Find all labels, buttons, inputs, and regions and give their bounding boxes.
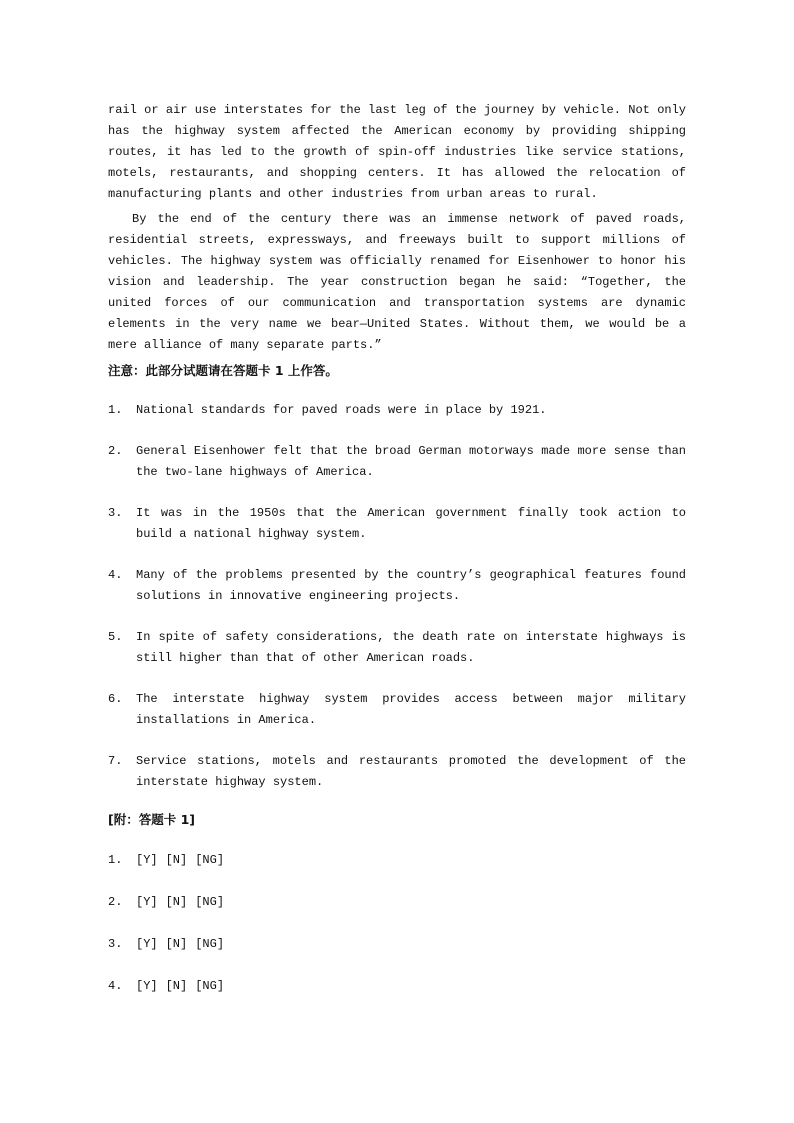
question-item (108, 400, 686, 421)
question-number: 5. (108, 630, 123, 644)
answer-row (108, 976, 686, 997)
question-item (108, 503, 686, 545)
answer-row (108, 934, 686, 955)
passage-paragraph-2: By the end of the century there was an immense network of paved roads, residential streets, expressways, and freeways built to support millions of vehicles. The highway system was officially renamed for Eisenhower to honor his vision and leadership. The year construction began he said: “Together, the united forces of our communication and transportation systems are dynamic elements in the very name we bear—United States. Without them, we would be a mere alliance of many separate parts.” (108, 212, 686, 352)
option-ng[interactable]: [NG] (195, 937, 225, 951)
question-text: National standards for paved roads were in place by 1921. (136, 403, 547, 417)
answer-row (108, 850, 686, 871)
answer-number: 3. (108, 937, 123, 951)
question-text: The interstate highway system provides access between major military installations in America. (136, 692, 686, 727)
answer-number: 4. (108, 979, 123, 993)
question-number: 2. (108, 444, 123, 458)
option-ng[interactable]: [NG] (195, 895, 225, 909)
answer-number: 1. (108, 853, 123, 867)
option-y[interactable]: [Y] (136, 937, 158, 951)
question-item (108, 565, 686, 607)
option-n[interactable]: [N] (165, 853, 188, 867)
question-list (108, 400, 686, 793)
question-item (108, 441, 686, 483)
question-number: 3. (108, 506, 123, 520)
question-item (108, 689, 686, 731)
option-n[interactable]: [N] (165, 895, 188, 909)
question-number: 1. (108, 403, 123, 417)
question-number: 6. (108, 692, 123, 706)
question-item (108, 627, 686, 669)
question-number: 4. (108, 568, 123, 582)
option-ng[interactable]: [NG] (195, 853, 225, 867)
answer-row (108, 892, 686, 913)
option-n[interactable]: [N] (165, 979, 188, 993)
document-page (108, 100, 686, 1018)
option-ng[interactable]: [NG] (195, 979, 225, 993)
question-number: 7. (108, 754, 123, 768)
question-text: In spite of safety considerations, the death rate on interstate highways is still higher than that of other American roads. (136, 630, 686, 665)
instruction-note: 注意：此部分试题请在答题卡 1 上作答。 (108, 363, 338, 378)
question-text: General Eisenhower felt that the broad German motorways made more sense than the two-lane highways of America. (136, 444, 686, 479)
question-text: Many of the problems presented by the country’s geographical features found solutions in innovative engineering projects. (136, 568, 686, 603)
option-y[interactable]: [Y] (136, 853, 158, 867)
answer-number: 2. (108, 895, 123, 909)
question-text: Service stations, motels and restaurants promoted the development of the interstate highway system. (136, 754, 686, 789)
answer-card-title: [附：答题卡 1] (108, 812, 195, 827)
answer-card (108, 850, 686, 997)
option-n[interactable]: [N] (165, 937, 188, 951)
passage-paragraph-1: rail or air use interstates for the last leg of the journey by vehicle. Not only has the highway system affected the American economy by providing shipping routes, it has led to the growth of spin-off industries like service stations, motels, restaurants, and shopping centers. It has allowed the relocation of manufacturing plants and other industries from urban areas to rural. (108, 103, 686, 201)
option-y[interactable]: [Y] (136, 895, 158, 909)
question-text: It was in the 1950s that the American government finally took action to build a national highway system. (136, 506, 686, 541)
option-y[interactable]: [Y] (136, 979, 158, 993)
question-item (108, 751, 686, 793)
